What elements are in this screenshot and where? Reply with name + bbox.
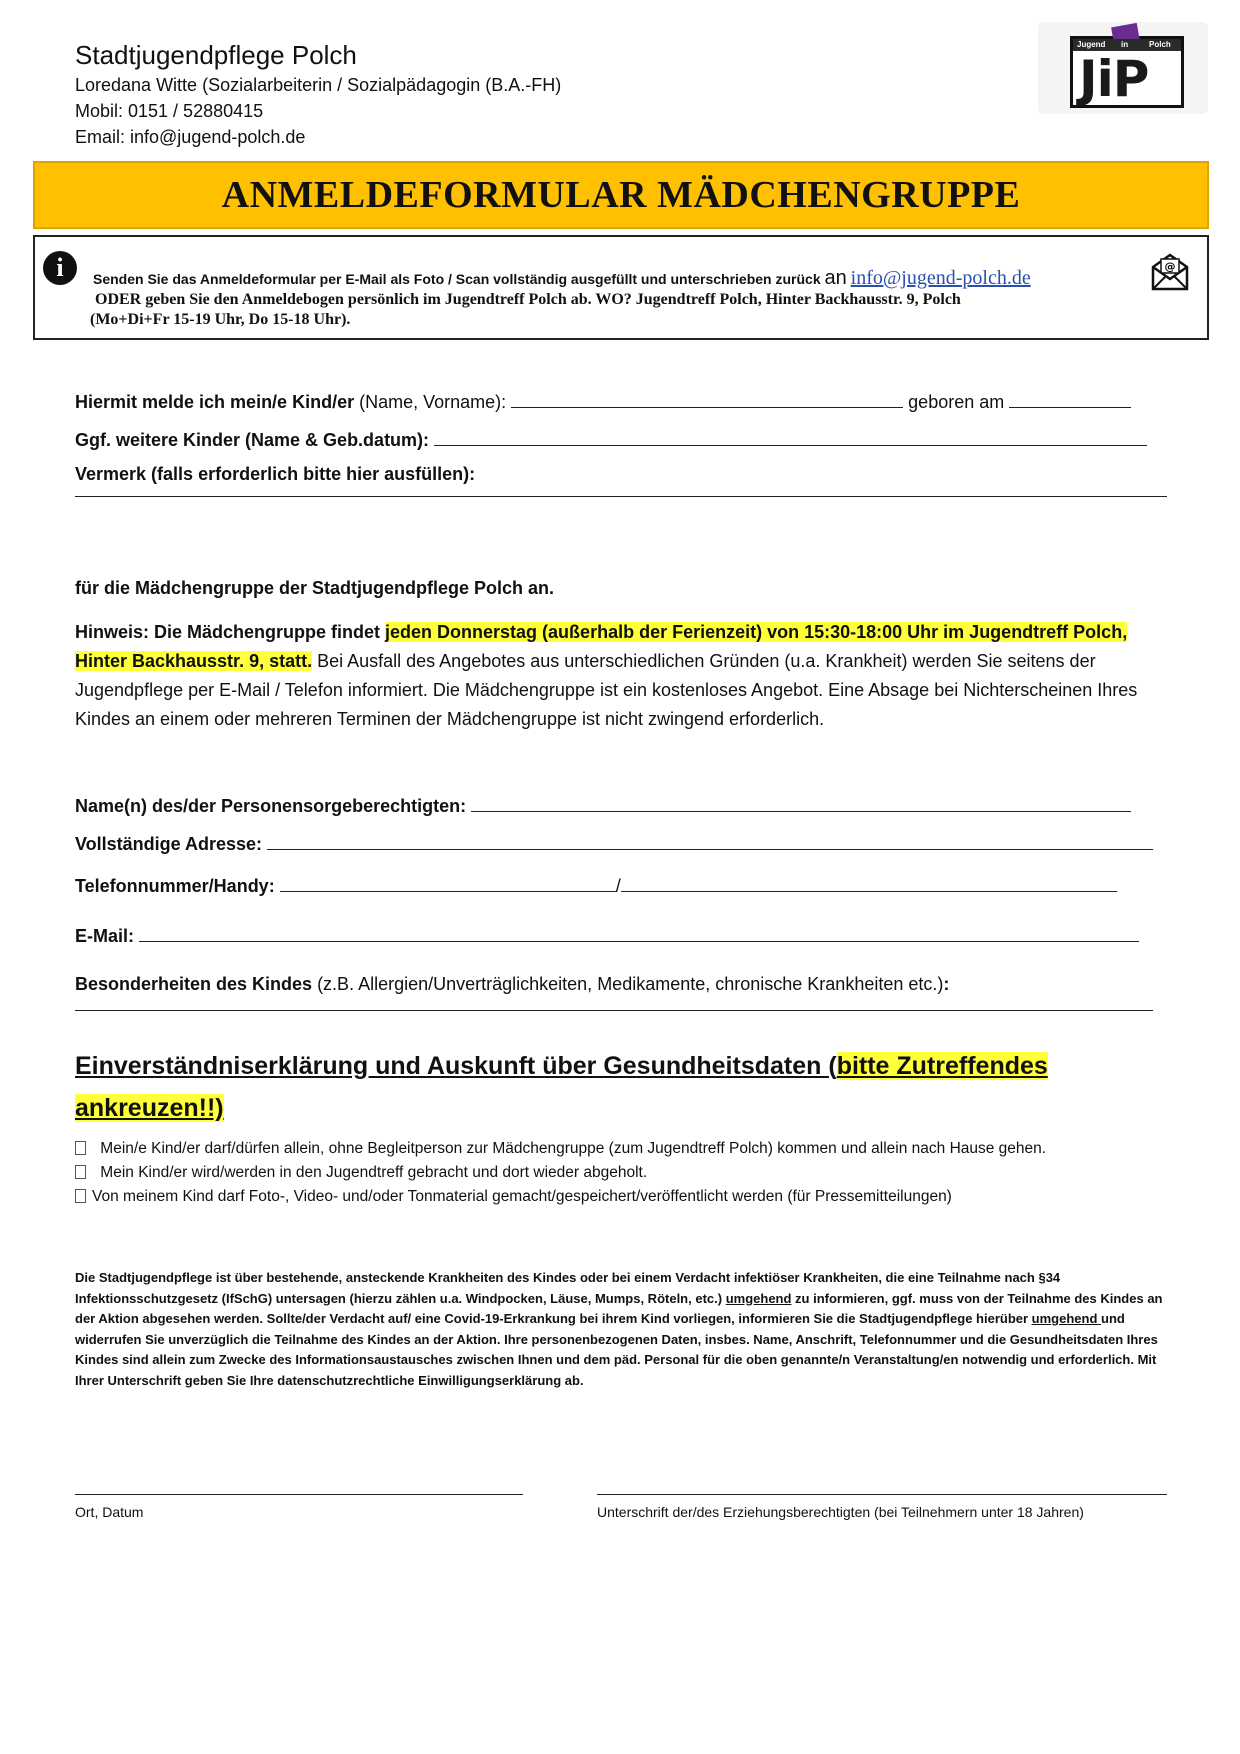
contact-email: Email: info@jugend-polch.de <box>75 127 306 147</box>
child-name-row: Hiermit melde ich mein/e Kind/er (Name, Vorname): geboren am <box>75 388 1131 413</box>
jip-logo <box>1038 22 1208 114</box>
more-children-row: Ggf. weitere Kinder (Name & Geb.datum): <box>75 426 1147 451</box>
special-needs-field[interactable] <box>75 1010 1153 1011</box>
logo-frame <box>1070 36 1184 108</box>
email-row: E-Mail: <box>75 922 1139 947</box>
info-box <box>33 235 1209 340</box>
hinweis-paragraph: Hinweis: Die Mädchengruppe findet jeden Donnerstag (außerhalb der Ferienzeit) von 15:30-18:00 Uhr im Jugendtreff Polch, Hinter Backhausstr. 9, statt. Bei Ausfall des Angebotes aus unterschiedlichen Gründen (u.a. Krankheit) werden Sie seitens der Jugendpflege per E-Mail / Telefon informiert. Die Mädchengruppe ist ein kostenloses Angebot. Eine Absage bei Nichterscheinen Ihres Kindes an einem oder mehreren Terminen der Mädchengruppe ist nicht zwingend erforderlich. <box>75 622 1138 729</box>
address-row: Vollständige Adresse: <box>75 830 1153 855</box>
legal-text: Die Stadtjugendpflege ist über bestehende, ansteckende Krankheiten des Kindes oder bei einem Verdacht infektiöser Krankheiten, die eine Teilnahme nach §34 Infektionsschutzgesetz (IfSchG) untersagen (hierzu zählen u.a. Windpocken, Läuse, Mumps, Röteln, etc.) umgehend zu informieren, ggf. muss von der Teilnahme des Kindes an der Aktion abgesehen werden. Sollte/der Verdacht auf/ eine Covid-19-Erkrankung bei ihrem Kind vorliegen, informieren Sie die Stadtjugendpflege hierüber umgehend und widerrufen Sie unverzüglich die Teilnahme des Kindes an der Aktion. Ihre personenbezogenen Daten, insbes. Name, Anschrift, Telefonnummer und die Gesundheitsdaten Ihres Kindes sind allein zum Zwecke des Informationsaustausches zwischen Ihnen und dem päd. Personal für die oben genannte/n Veranstaltung/en notwendig und erforderlich. Mit Ihrer Unterschrift geben Sie Ihre datenschutzrechtliche Einwilligungserklärung ab. <box>75 1270 1163 1388</box>
mail-icon <box>1150 249 1190 293</box>
signature-label: Unterschrift der/des Erziehungsberechtigten (bei Teilnehmern unter 18 Jahren) <box>597 1504 1084 1520</box>
mobile-field[interactable] <box>621 872 1117 892</box>
child-name-field[interactable] <box>511 388 903 408</box>
consent-checkbox-media[interactable] <box>75 1189 86 1203</box>
org-header <box>75 38 561 150</box>
title-bar <box>33 161 1209 229</box>
info-line-2: ODER geben Sie den Anmeldebogen persönlich im Jugendtreff Polch ab. WO? Jugendtreff Polch, Hinter Backhausstr. 9, Polch <box>95 291 961 308</box>
org-name: Stadtjugendpflege Polch <box>75 40 357 70</box>
info-line-3: (Mo+Di+Fr 15-19 Uhr, Do 15-18 Uhr). <box>90 311 351 328</box>
place-date-label: Ort, Datum <box>75 1504 144 1520</box>
more-children-field[interactable] <box>434 426 1147 446</box>
note-field[interactable] <box>75 496 1167 497</box>
svg-text:@: @ <box>1164 260 1176 273</box>
logo-text: JiP <box>1079 50 1149 108</box>
special-needs-label: Besonderheiten des Kindes (z.B. Allergien/Unverträglichkeiten, Medikamente, chronische Krankheiten etc.): <box>75 974 950 994</box>
guardian-names-row: Name(n) des/der Personensorgeberechtigten: <box>75 792 1131 817</box>
page-title: ANMELDEFORMULAR MÄDCHENGRUPPE <box>221 174 1021 216</box>
phone-field[interactable] <box>280 872 616 892</box>
email-link[interactable]: info@jugend-polch.de <box>850 267 1031 289</box>
logo-strip: Jugend in Polch <box>1073 39 1181 51</box>
guardian-names-field[interactable] <box>471 792 1131 812</box>
group-line: für die Mädchengruppe der Stadtjugendpflege Polch an. <box>75 578 555 598</box>
contact-mobile: Mobil: 0151 / 52880415 <box>75 101 264 121</box>
info-icon: i <box>43 251 77 285</box>
birth-date-field[interactable] <box>1009 388 1131 408</box>
email-field[interactable] <box>139 922 1139 942</box>
signature-field[interactable] <box>597 1494 1167 1495</box>
phone-row: Telefonnummer/Handy: / <box>75 872 1117 897</box>
consent-heading: Einverständniserklärung und Auskunft über Gesundheitsdaten (bitte Zutreffendes ankreuzen!!) <box>75 1052 1048 1122</box>
contact-name: Loredana Witte (Sozialarbeiterin / Sozialpädagogin (B.A.-FH) <box>75 75 562 95</box>
info-line-1: Senden Sie das Anmeldeformular per E-Mail als Foto / Scan vollständig ausgefüllt und unterschrieben zurück an info@jugend-polch.de <box>93 267 1031 289</box>
place-date-field[interactable] <box>75 1494 523 1495</box>
consent-checkbox-alone[interactable] <box>75 1141 86 1155</box>
schedule-highlight: jeden Donnerstag (außerhalb der Ferienzeit) von 15:30-18:00 Uhr im Jugendtreff Polch, Hinter Backhausstr. 9, statt. <box>75 622 1128 671</box>
note-label: Vermerk (falls erforderlich bitte hier ausfüllen): <box>75 464 476 484</box>
consent-option-media: Von meinem Kind darf Foto-, Video- und/oder Tonmaterial gemacht/gespeichert/veröffentlicht werden (für Pressemitteilungen) <box>75 1188 952 1206</box>
consent-option-brought: Mein Kind/er wird/werden in den Jugendtreff gebracht und dort wieder abgeholt. <box>75 1164 647 1182</box>
address-field[interactable] <box>267 830 1153 850</box>
consent-option-alone: Mein/e Kind/er darf/dürfen allein, ohne Begleitperson zur Mädchengruppe (zum Jugendtreff Polch) kommen und allein nach Hause gehen. <box>75 1140 1046 1158</box>
consent-checkbox-brought[interactable] <box>75 1165 86 1179</box>
